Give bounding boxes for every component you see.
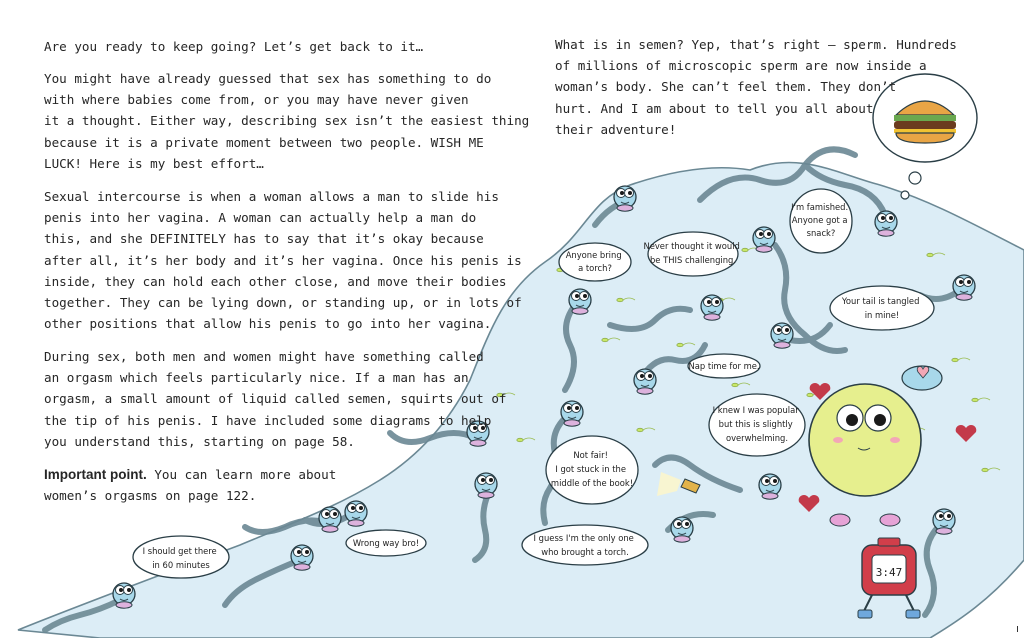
bubble-popular: I knew I was popular but this is slightly overwhelming. <box>712 405 799 443</box>
bubble-famished: I'm famished. Anyone got a snack? <box>791 202 849 238</box>
clock-time: 3:47 <box>875 566 903 579</box>
left-paragraph-1: Are you ready to keep going? Let’s get back to it… <box>44 39 424 54</box>
bubble-bring-torch: Anyone bring a torch? <box>565 250 622 273</box>
bubble-tail-tangled: Your tail is tangled in mine! <box>841 296 920 320</box>
bubble-only-one-torch: I guess I'm the only one who brought a torch. <box>533 533 634 557</box>
bubble-nap-time: Nap time for me. <box>688 361 760 371</box>
left-paragraph-2: You might have already guessed that sex has something to do with where babies come from, or you may have never given it a thought. Either way, describing sex isn’t the easiest thing because it is a private moment between two people. WISH ME LUCK! Here is my best effort… <box>44 71 530 171</box>
bubble-get-there: I should get there in 60 minutes <box>142 546 217 570</box>
important-label: Important point. <box>44 467 147 482</box>
right-paragraph: What is in semen? Yep, that’s right – sperm. Hundreds of millions of microscopic sperm are now inside a woman’s body. She can’t feel them. They don’t hurt. And I am about to tell you all about their adventure! <box>555 37 957 137</box>
left-paragraph-4: During sex, both men and women might have something called an orgasm which feels particularly nice. If a man has an orgasm, a small amount of liquid called semen, squirts out of the tip of his penis. I have included some diagrams to help you understand this, starting on page 58. <box>44 349 507 449</box>
bubble-never-thought: Never thought it would be THIS challenging. <box>643 241 740 265</box>
important-point: Important point. You can learn more about women’s orgasms on page 122. <box>44 467 337 504</box>
left-paragraph-3: Sexual intercourse is when a woman allows a man to slide his penis into her vagina. A woman can actually help a man do this, and she DEFINITELY has to say that it’s okay because after all, it’s her body and it’s her vagina. Once his penis is inside, they can hold each other close, and move their bodies together. They can be lying down, or standing up, or in lots of other positions that allow his penis to go into her vagina. <box>44 189 522 332</box>
bubble-wrong-way: Wrong way bro! <box>352 538 420 548</box>
bubble-not-fair: Not fair! I got stuck in the middle of the book! <box>550 450 634 488</box>
page-edge-mark <box>1017 626 1018 632</box>
